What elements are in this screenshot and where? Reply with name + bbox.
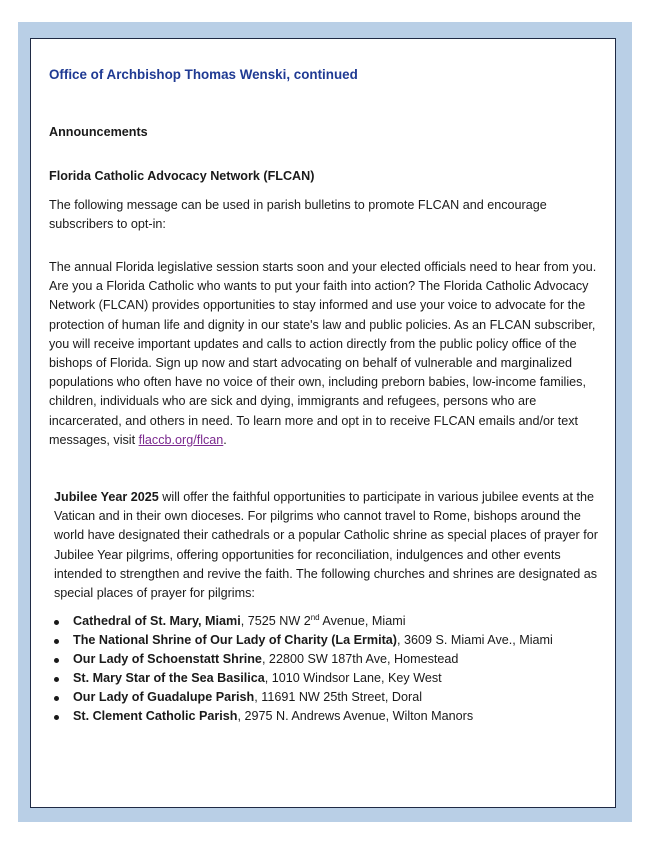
jubilee-lead: Jubilee Year 2025: [54, 490, 159, 504]
site-address: , 22800 SW 187th Ave, Homestead: [261, 652, 459, 666]
announcements-heading: Announcements: [49, 125, 148, 139]
flcan-body-text: The annual Florida legislative session starts soon and your elected officials need to hear from you. Are you a Florida Catholic who wants to put your faith into action? The Florida Catholic Advocacy Network (FLCAN) provides opportunities to stay informed and use your voice to advocate for the protection of human life and dignity in our state's law and public policies. As an FLCAN subscriber, you will receive important updates and calls to action directly from the public policy office of the bishops of Florida. Sign up now and start advocating on behalf of vulnerable and marginalized populations who often have no voice of their own, including preborn babies, low-income families, children, individuals who are sick and dying, immigrants and refugees, persons who are incarcerated, and others in need. To learn more and opt in to receive FLCAN emails and/or text messages, visit: [49, 260, 597, 447]
site-name: Cathedral of St. Mary, Miami: [73, 614, 241, 628]
site-address: , 11691 NW 25th Street, Doral: [254, 690, 423, 704]
flcan-body-end: .: [223, 432, 227, 447]
site-name: Our Lady of Schoenstatt Shrine: [73, 652, 262, 666]
list-item: [49, 669, 599, 688]
flcan-intro: The following message can be used in parish bulletins to promote FLCAN and encourage subscribers to opt-in:: [49, 198, 547, 232]
site-address: , 1010 Windsor Lane, Key West: [264, 671, 442, 685]
site-address-end: Avenue, Miami: [319, 614, 406, 628]
jubilee-paragraph: [54, 488, 599, 603]
site-address: , 2975 N. Andrews Avenue, Wilton Manors: [237, 709, 474, 723]
bullet-icon: [54, 658, 59, 663]
bullet-icon: [54, 715, 59, 720]
bullet-icon: [54, 620, 59, 625]
document-page: [30, 38, 616, 808]
page-border: [18, 22, 632, 822]
site-name: St. Mary Star of the Sea Basilica: [73, 671, 265, 685]
jubilee-body: will offer the faithful opportunities to participate in various jubilee events at the Vatican and in their own dioceses. For pilgrims who cannot travel to Rome, bishops around the world have designated their cathedrals or a popular Catholic shrine as special places of prayer for Jubilee Year pilgrims, offering opportunities for reconciliation, indulgences and other events intended to strengthen and revive the faith. The following churches and shrines are designated as special places of prayer for pilgrims:: [54, 490, 598, 601]
site-address: , 3609 S. Miami Ave., Miami: [396, 633, 553, 647]
page-title: Office of Archbishop Thomas Wenski, continued: [49, 67, 358, 82]
bullet-icon: [54, 696, 59, 701]
pilgrim-sites-list: [49, 612, 599, 726]
bullet-icon: [54, 639, 59, 644]
list-item: [49, 707, 599, 726]
list-item: [49, 631, 599, 650]
site-name: St. Clement Catholic Parish: [73, 709, 238, 723]
list-item: [49, 650, 599, 669]
site-address-superscript: nd: [310, 612, 320, 622]
site-name: The National Shrine of Our Lady of Charity (La Ermita): [73, 633, 397, 647]
site-address: , 7525 NW 2: [240, 614, 311, 628]
list-item: [49, 612, 599, 631]
site-name: Our Lady of Guadalupe Parish: [73, 690, 255, 704]
flcan-heading: Florida Catholic Advocacy Network (FLCAN): [49, 169, 315, 183]
bullet-icon: [54, 677, 59, 682]
flcan-body-paragraph: [49, 258, 599, 450]
flcan-link[interactable]: flaccb.org/flcan: [138, 432, 224, 447]
list-item: [49, 688, 599, 707]
